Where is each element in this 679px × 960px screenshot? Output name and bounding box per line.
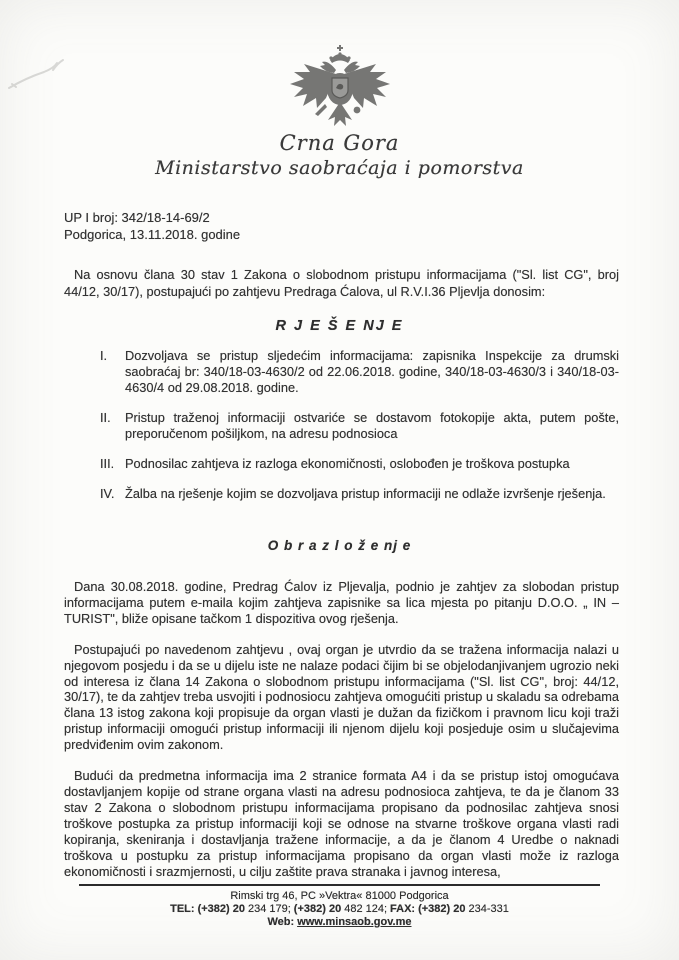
explanation-paragraph: Dana 30.08.2018. godine, Predrag Ćalov iz Pljevalja, podnio je zahtjev za slobodan pristup informacijama putem e-maila kojim zahtjeva zapisnike sa lica mjesta po pitanju D.O.O. „ IN – TURIST", bliže opisane tačkom 1 dispozitiva ovog rješenja. — [64, 579, 619, 626]
item-numeral: II. — [100, 410, 111, 425]
decision-item — [100, 348, 619, 396]
tel-1-number: 234 179; — [247, 903, 291, 915]
decision-item — [100, 486, 619, 502]
pencil-scribble-icon — [4, 48, 76, 96]
explanation-paragraph: Postupajući po navedenom zahtjevu , ovaj organ je utvrdio da se tražena informacija nalazi u njegovom posjedu i da se u dijelu iste ne nalaze podaci čijim bi se objelodanjivanjem ugrozio neki od interesa iz člana 14 Zakona o slobodnom pristupu informacijama ("Sl. list CG", broj: 44/12, 30/17), te da zahtjev treba usvojiti i podnosiocu zahtjeva omogućiti pristup u skaladu sa odrebama člana 13 istog zakona koji propisuje da organ vlasti je dužan da fizičkom i pravnom licu koji traži pristup informaciji omogući pristup informaciji ili njenom dijelu koji posjeduje osim u slučajevima predviđenim ovim zakonom. — [64, 641, 619, 753]
letterhead-footer — [79, 884, 600, 929]
tel-label: TEL: — [170, 903, 195, 915]
tel-2-number: 482 124; — [344, 903, 388, 915]
fax-number: 234-331 — [468, 903, 509, 915]
item-text: Podnosilac zahtjeva iz razloga ekonomičnosti, oslobođen je troškova postupka — [125, 456, 570, 471]
footer-phone-line — [79, 903, 600, 916]
tel-2-prefix: (+382) 20 — [293, 903, 342, 915]
decision-item — [100, 456, 619, 472]
country-name: Crna Gora — [279, 131, 400, 155]
decision-item — [100, 410, 619, 442]
ministry-name: Ministarstvo saobraćaja i pomorstva — [155, 157, 524, 179]
web-label: Web: — [267, 916, 295, 928]
place-and-date: Podgorica, 13.11.2018. godine — [64, 227, 241, 242]
legal-basis-paragraph: Na osnovu člana 30 stav 1 Zakona o slobodnom pristupu informacijama ("Sl. list CG", broj 44/12, 30/17), postupajući po zahtjevu Predraga Ćalova, ul R.V.I.36 Pljevlja donosim: — [64, 267, 619, 299]
montenegro-coat-of-arms-icon — [288, 44, 392, 128]
document-header — [0, 0, 679, 179]
website-link[interactable]: www.minsaob.gov.me — [297, 916, 412, 928]
footer-address: Rimski trg 46, PC »Vektra« 81000 Podgorica — [230, 890, 449, 902]
reference-block — [64, 209, 679, 243]
decision-title: R J E Š E NJ E — [275, 318, 404, 334]
explanation-title: O b r a z l o ž e nj e — [267, 538, 412, 553]
case-number: UP I broj: 342/18-14-69/2 — [64, 210, 210, 225]
explanation-paragraph: Budući da predmetna informacija ima 2 stranice formata A4 i da se pristup istoj omogućava dostavljanjem kopije od strane organa vlasti na adresu podnosioca zahtjeva, te da je članom 33 stav 2 Zakona o slobodnom pristupu informacijama propisano da podnosilac zahtjeva snosi troškove postupka za pristup informaciji koji se odnose na stvarne troškove organa vlasti radi kopiranja, skeniranja i dostavljanja tražene informacije, a da je članom 4 Uredbe o naknadi troškova u postupku za pristup informacijama propisano da organ vlasti može iz razloga ekonomičnosti i srazmjernosti, u cilju zaštite prava stranaka i javnog interesa, — [64, 768, 619, 879]
tel-1-prefix: (+382) 20 — [197, 903, 245, 915]
item-numeral: III. — [100, 456, 115, 471]
item-text: Žalba na rješenje kojim se dozvoljava pristup informaciji ne odlaže izvršenje rješenja. — [125, 486, 606, 501]
fax-label: FAX: — [390, 903, 416, 915]
item-numeral: IV. — [100, 486, 115, 501]
footer-web-line — [79, 916, 600, 929]
fax-prefix: (+382) 20 — [418, 903, 466, 915]
item-numeral: I. — [100, 348, 108, 363]
decision-items-list — [100, 348, 619, 502]
item-text: Pristup traženoj informaciji ostvariće se dostavom fotokopije akta, putem pošte, preporučenom pošiljkom, na adresu podnosioca — [125, 410, 619, 441]
item-text: Dozvoljava se pristup sljedećim informacijama: zapisnika Inspekcije za drumski saobraćaj br: 340/18-03-4630/2 od 22.06.2018. godine, 340/18-03-4630/3 i 340/18-03-4630/4 od 29.08.2018. godine. — [125, 348, 619, 395]
